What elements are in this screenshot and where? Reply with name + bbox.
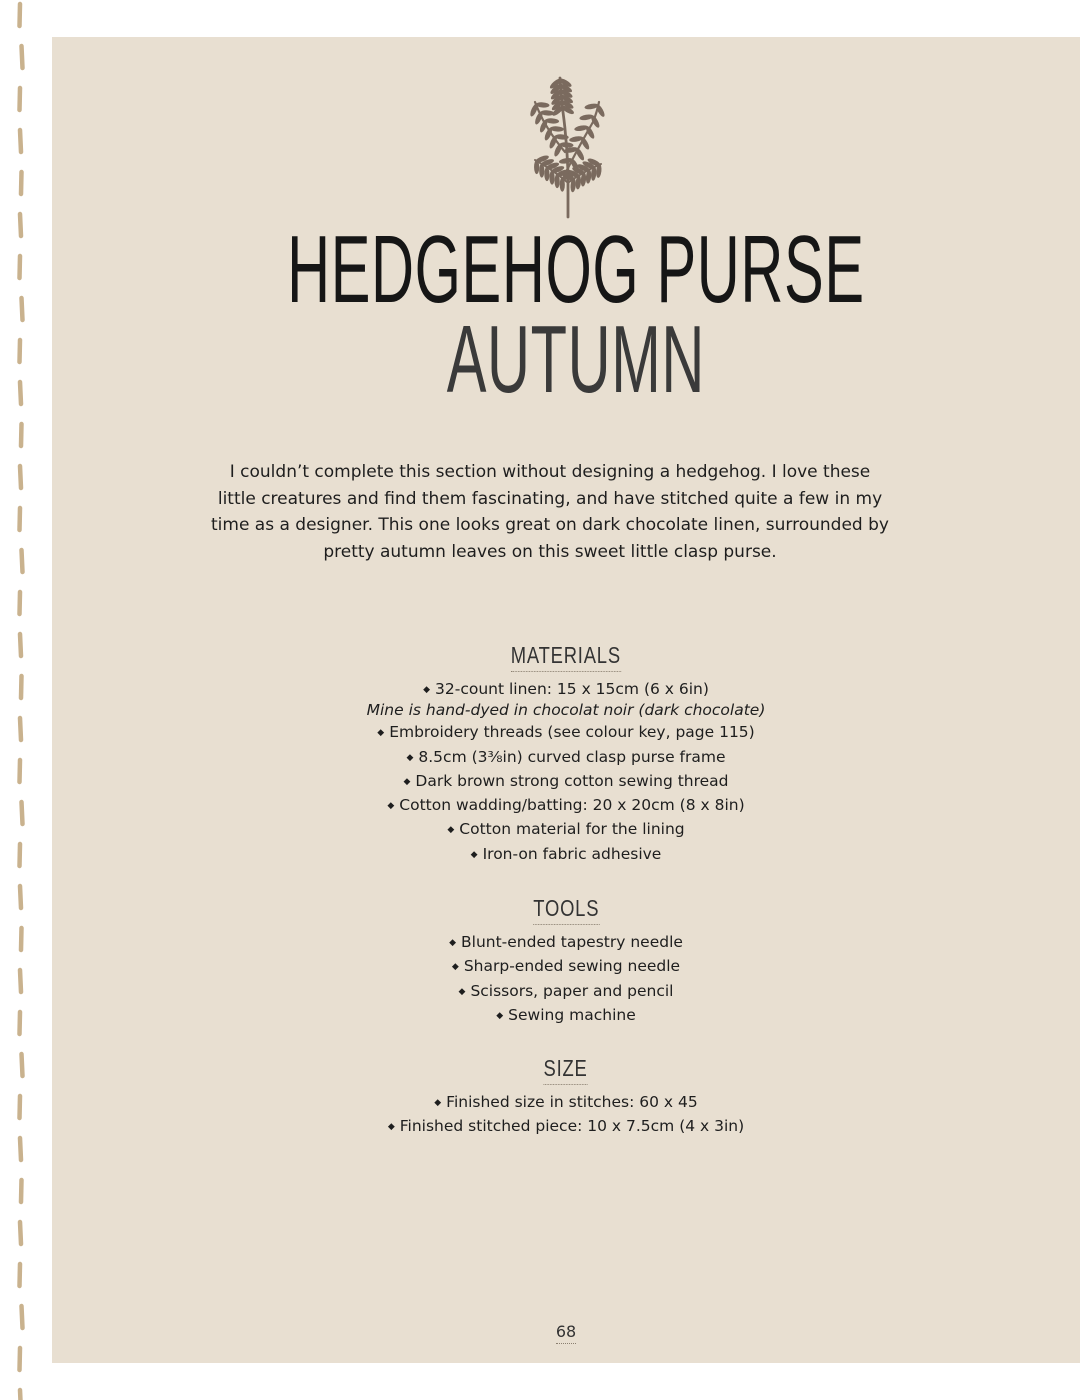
list-item: ◆ Embroidery threads (see colour key, page 115) (377, 723, 755, 742)
stitch-dash (20, 340, 21, 362)
stitch-dash (20, 1138, 21, 1160)
stitch-dash (20, 634, 21, 656)
diamond-bullet-icon: ◆ (387, 1122, 395, 1133)
materials-list (52, 677, 1080, 866)
stitch-dash (20, 1096, 21, 1118)
stitch-dash (21, 676, 22, 698)
list-item: ◆ Sewing machine (496, 1005, 636, 1024)
stitch-dash (22, 802, 23, 824)
list-item: ◆ Finished stitched piece: 10 x 7.5cm (4 x 3in) (387, 1117, 745, 1136)
stitch-dash (20, 844, 21, 866)
stitch-dash (21, 424, 22, 446)
list-item: ◆ 32-count linen: 15 x 15cm (6 x 6in) (423, 680, 709, 698)
stitch-dash (20, 970, 21, 992)
stitch-dash (22, 550, 23, 572)
stitch-dash (22, 46, 23, 68)
list-item: ◆ Iron-on fabric adhesive (470, 844, 662, 863)
diamond-bullet-icon: ◆ (470, 849, 478, 860)
stitch-dash (20, 1222, 21, 1244)
stitch-dash (22, 1306, 23, 1328)
stitch-dash (20, 4, 21, 26)
list-item: ◆ Blunt-ended tapestry needle (449, 933, 683, 951)
list-item: ◆ Scissors, paper and pencil (458, 981, 674, 1000)
list-item-note: Mine is hand-dyed in chocolat noir (dark chocolate) (366, 701, 766, 720)
stitch-dash (21, 928, 22, 950)
stitch-dash (20, 130, 21, 152)
stitch-dash (22, 1054, 23, 1076)
diamond-bullet-icon: ◆ (423, 685, 430, 695)
stitch-dash (20, 88, 21, 110)
stitch-border (0, 0, 48, 1400)
stitch-dash (20, 508, 21, 530)
diamond-bullet-icon: ◆ (447, 825, 455, 836)
stitch-dash (20, 1012, 21, 1034)
tools-list (52, 930, 1080, 1027)
leaf-sprig-icon (505, 72, 615, 222)
tools-heading: TOOLS (52, 895, 1080, 925)
list-item: ◆ 8.5cm (3⅜in) curved clasp purse frame (406, 747, 726, 766)
stitch-dash (21, 172, 22, 194)
list-item: ◆ Finished size in stitches: 60 x 45 (434, 1093, 698, 1111)
size-list (52, 1090, 1080, 1139)
stitch-dash (20, 760, 21, 782)
stitch-dash (20, 466, 21, 488)
stitch-dash (22, 298, 23, 320)
leaf (574, 124, 589, 132)
intro-paragraph: I couldn’t complete this section without designing a hedgehog. I love these little creatures and find them fascinating, and have stitched quite a few in my time as a designer. This one looks great on dark chocolate linen, surrounded by pretty autumn leaves on this sweet little clasp purse. (211, 462, 889, 562)
list-item: ◆ Cotton wadding/batting: 20 x 20cm (8 x 8in) (387, 796, 745, 815)
diamond-bullet-icon: ◆ (434, 1098, 442, 1108)
page-number: 68 (52, 1322, 1080, 1341)
diamond-bullet-icon: ◆ (458, 986, 466, 997)
leaf (579, 114, 594, 122)
stitch-dash (20, 256, 21, 278)
diamond-bullet-icon: ◆ (496, 1010, 504, 1021)
materials-heading: MATERIALS (52, 642, 1080, 672)
list-item: ◆ Cotton material for the lining (447, 820, 685, 839)
diamond-bullet-icon: ◆ (377, 728, 385, 739)
stitch-dash (20, 592, 21, 614)
stitch-dash (21, 1180, 22, 1202)
diamond-bullet-icon: ◆ (449, 938, 456, 948)
page-title-line-1: HEDGEHOG PURSE (287, 216, 865, 323)
diamond-bullet-icon: ◆ (406, 752, 414, 763)
page-title-line-2: AUTUMN (446, 306, 706, 413)
stitch-dash (20, 1390, 21, 1400)
stitch-dash (20, 1264, 21, 1286)
diamond-bullet-icon: ◆ (451, 962, 459, 973)
list-item: ◆ Dark brown strong cotton sewing thread (403, 771, 729, 790)
stitch-dash (20, 382, 21, 404)
stitch-dash (20, 886, 21, 908)
diamond-bullet-icon: ◆ (387, 801, 395, 812)
size-heading: SIZE (52, 1055, 1080, 1085)
stitch-dash (20, 718, 21, 740)
list-item: ◆ Sharp-ended sewing needle (451, 957, 681, 976)
stitch-dash (20, 1348, 21, 1370)
stitch-dash (20, 214, 21, 236)
diamond-bullet-icon: ◆ (403, 776, 411, 787)
